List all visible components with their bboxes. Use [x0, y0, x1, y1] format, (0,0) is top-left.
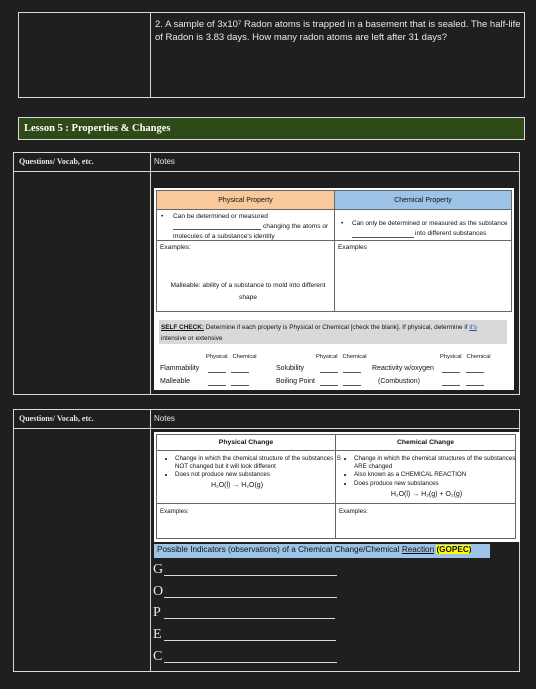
indicators-heading	[154, 544, 490, 558]
lesson-header	[18, 117, 525, 140]
blank-physical-combustion[interactable]	[442, 385, 460, 386]
blank-physical-boiling[interactable]	[320, 385, 338, 386]
blank-line	[173, 229, 261, 230]
section2-col-right: Notes	[154, 414, 175, 423]
gopec-line-o[interactable]	[164, 597, 337, 598]
physical-property-examples: Examples: Malleable: ability of a substance to mold into different shape	[156, 240, 335, 312]
chemical-property-description: • Can only be determined or measured as the substance into different substances	[334, 209, 512, 241]
chemical-bullet-2: • Also known as a CHEMICAL REACTION	[354, 471, 524, 479]
physical-equation: H₂O(l) → H₂O(g)	[210, 482, 264, 489]
blank-physical-solubility[interactable]	[320, 372, 338, 373]
problem-body: A sample of 3x10⁷ Radon atoms is trapped in a basement that is sealed. The half-life of Radon is 3.83 days. How many radon atoms are left after 31 days?	[155, 19, 521, 43]
blank-chemical-flammability[interactable]	[231, 372, 249, 373]
indicators-reaction: Reaction	[401, 545, 435, 554]
col-physical-2: Physical	[316, 354, 338, 360]
col-physical-1: Physical	[206, 354, 228, 360]
problem-table	[18, 12, 525, 98]
physical-bullet-2: • Does not produce new substances	[175, 471, 343, 479]
gopec-letter-g: G	[153, 562, 164, 577]
blank-chemical-boiling[interactable]	[343, 385, 361, 386]
section2-divider	[150, 410, 151, 671]
blank-chemical-solubility[interactable]	[343, 372, 361, 373]
property-worksheet	[154, 188, 514, 390]
lesson-title: Lesson 5 : Properties & Changes	[24, 123, 171, 134]
gopec-letter-p: P	[153, 605, 161, 620]
chemical-property-header: Chemical Property	[334, 190, 512, 210]
gopec-line-g[interactable]	[164, 575, 337, 576]
indicators-text: Possible Indicators (observations) of a Chemical Change/Chemical	[157, 545, 400, 554]
blank-physical-malleable[interactable]	[208, 385, 226, 386]
col-physical-3: Physical	[440, 354, 462, 360]
col-chemical-1: Chemical	[232, 354, 257, 360]
chemical-bullet-1: • Change in which the chemical structures of the substances ARE changed	[354, 455, 524, 471]
problem-text	[155, 19, 521, 44]
section1-divider	[150, 153, 151, 394]
physical-change-description	[156, 450, 341, 504]
chemical-change-header: Chemical Change	[335, 434, 516, 451]
chemical-bullet-3: • Does produce new substances	[354, 480, 524, 488]
physical-property-header: Physical Property	[156, 190, 335, 210]
self-check-link: it's	[469, 324, 477, 331]
physical-change-header: Physical Change	[156, 434, 336, 451]
blank-physical-flammability[interactable]	[208, 372, 226, 373]
gopec-letter-c: C	[153, 649, 163, 664]
chemical-change-description	[335, 450, 516, 504]
col-chemical-2: Chemical	[342, 354, 367, 360]
chemical-equation: H₂O(l) → H₂(g) + O₂(g)	[390, 491, 463, 498]
blank-chemical-reactivity[interactable]	[466, 372, 484, 373]
section1-col-right: Notes	[154, 157, 175, 166]
gopec-label: (GOPEC)	[436, 545, 472, 554]
item-combustion: (Combustion)	[378, 378, 421, 385]
physical-property-description: • Can be determined or measured changing the atoms or molecules of a substance's identity	[156, 209, 335, 241]
self-check-box	[159, 320, 507, 344]
section1-col-left: Questions/ Vocab, etc.	[19, 157, 94, 166]
gopec-line-c[interactable]	[164, 662, 337, 663]
chemical-change-examples: Examples:	[335, 503, 516, 539]
item-malleable: Malleable	[160, 378, 190, 385]
gopec-letter-e: E	[153, 627, 162, 642]
col-chemical-3: Chemical	[466, 354, 491, 360]
item-flammability: Flammability	[160, 365, 200, 372]
item-solubility: Solubility	[276, 365, 305, 372]
self-check-text2: intensive or extensive	[161, 335, 223, 342]
physical-change-examples: Examples:	[156, 503, 336, 539]
item-reactivity: Reactivity w/oxygen	[372, 365, 434, 372]
section2-col-left: Questions/ Vocab, etc.	[19, 414, 94, 423]
problem-number: 2.	[155, 19, 163, 30]
malleable-example: Malleable: ability of a substance to mold into different shape	[170, 282, 326, 301]
blank-physical-reactivity[interactable]	[442, 372, 460, 373]
gopec-line-p[interactable]	[164, 618, 335, 619]
gopec-letter-o: O	[153, 584, 164, 599]
change-worksheet	[154, 432, 520, 542]
blank-chemical-malleable[interactable]	[231, 385, 249, 386]
physical-bullet-1: • Change in which the chemical structure of the substances IS NOT changed but it will look different	[175, 455, 343, 471]
blank-line	[352, 237, 414, 238]
chemical-property-examples: Examples	[334, 240, 512, 312]
gopec-line-e[interactable]	[164, 640, 336, 641]
problem-left-cell	[19, 13, 151, 97]
self-check-label: SELF CHECK:	[161, 324, 204, 331]
blank-chemical-combustion[interactable]	[466, 385, 484, 386]
self-check-text: Determine if each property is Physical or Chemical [check the blank]. If physical, determine if	[205, 324, 468, 331]
item-boiling-point: Boiling Point	[276, 378, 315, 385]
